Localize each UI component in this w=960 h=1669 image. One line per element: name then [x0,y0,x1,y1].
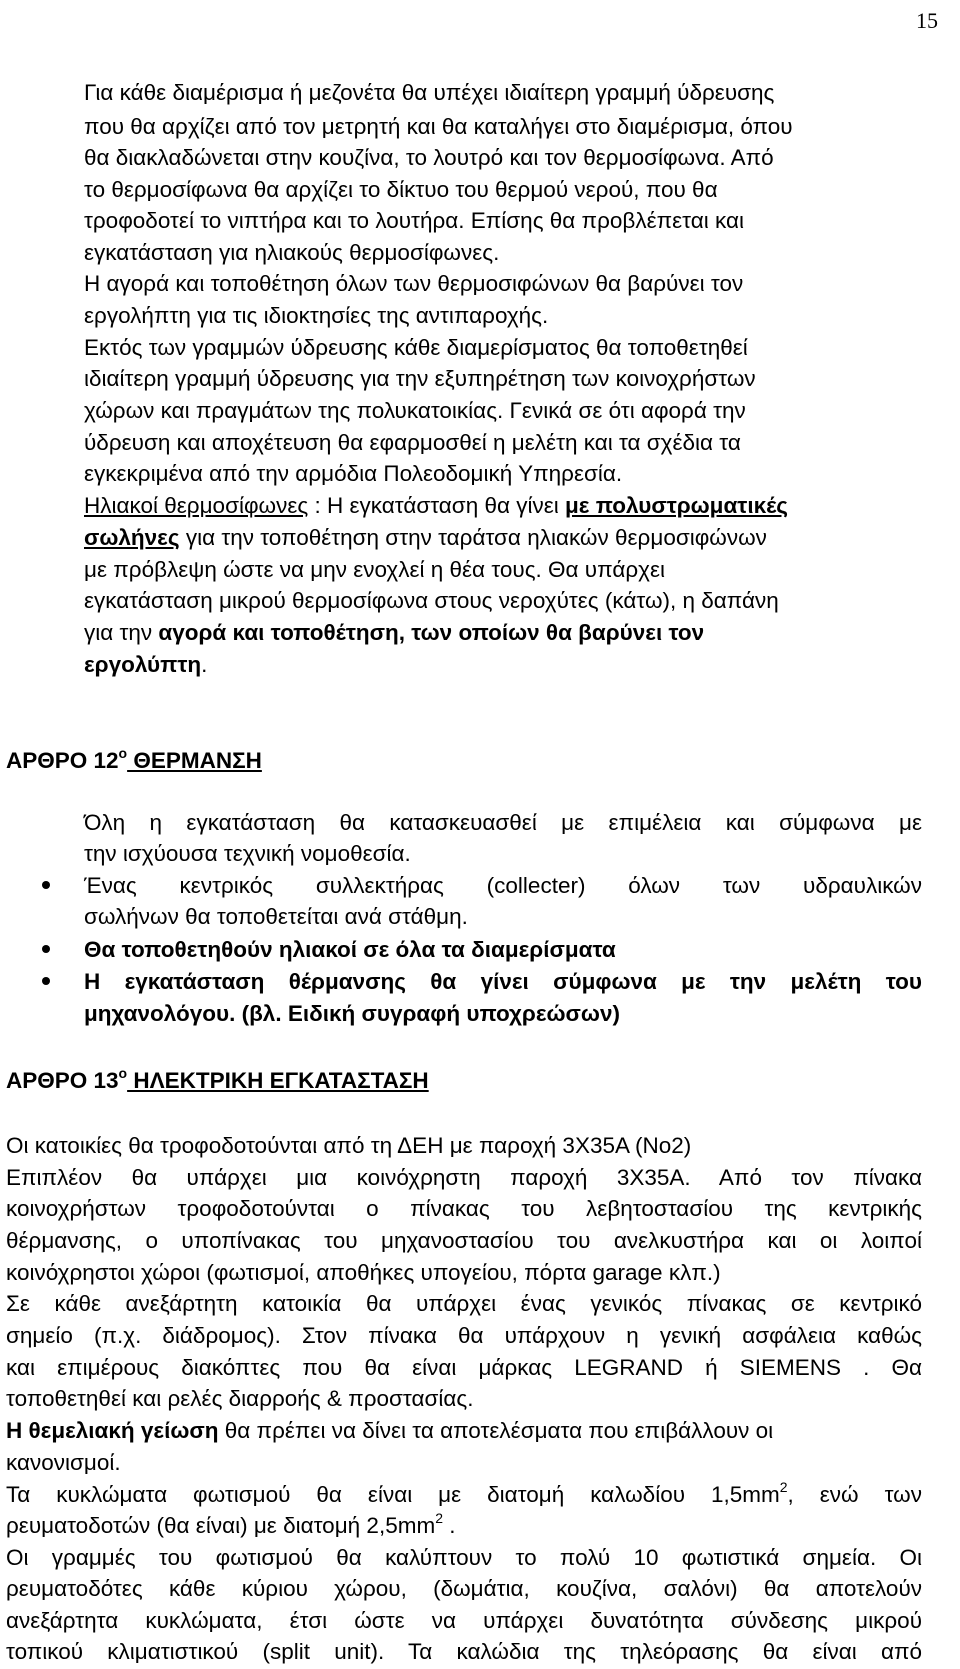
text-line: Για κάθε διαμέρισμα ή μεζονέτα θα υπέχει ιδιαίτερη γραμμή ύδρευσης [84,80,775,105]
text-line: κοινόχρηστοι χώροι (φωτισμοί, αποθήκες υπογείου, πόρτα garage κλπ.) [6,1260,721,1285]
text-line: εγκατάσταση για ηλιακούς θερμοσίφωνες. [84,240,500,265]
text-line: Όλη η εγκατάσταση θα κατασκευασθεί με επιμέλεια και σύμφωνα με [84,810,922,835]
text-line: κανονισμοί. [6,1450,121,1475]
text-span: . [443,1513,456,1538]
article-13-heading [6,1065,429,1093]
bold-text: αγορά και τοποθέτηση, των οποίων θα βαρύνει τον [158,620,705,645]
text-line: Εκτός των γραμμών ύδρευσης κάθε διαμερίσματος θα τοποθετηθεί [84,335,748,360]
bullet-text: Ένας κεντρικός συλλεκτήρας (collecter) όλων των υδραυλικών [84,873,922,898]
text-line: κοινοχρήστων τροφοδοτούνται ο πίνακας του λεβητοστασίου της κεντρικής [6,1196,922,1221]
text-span: θα πρέπει να δίνει τα αποτελέσματα που επιβάλλουν οι [218,1418,774,1443]
bold-text: εργολύπτη [84,652,202,677]
text-line: Οι κατοικίες θα τροφοδοτούνται από τη ΔΕΗ με παροχή 3Χ35Α (Νο2) [6,1133,692,1158]
heading-sup: ο [118,745,128,761]
bullet-icon [42,977,50,985]
bullet-text: Θα τοποθετηθούν ηλιακοί σε όλα τα διαμερίσματα [84,937,616,962]
text-line: Η αγορά και τοποθέτηση όλων των θερμοσιφώνων θα βαρύνει τον [84,271,744,296]
text-line: εργολήπτη για τις ιδιοκτησίες της αντιπαροχής. [84,303,549,328]
text-line: τοποθετηθεί και ρελές διαρροής & προστασίας. [6,1386,474,1411]
heading-sup: ο [118,1065,128,1081]
text-line: θα διακλαδώνεται στην κουζίνα, το λουτρό και τον θερμοσίφωνα. Από [84,145,774,170]
bold-text: με πολυστρωματικές [565,493,788,518]
text-line: ιδιαίτερη γραμμή ύδρευσης για την εξυπηρέτηση των κοινοχρήστων [84,366,756,391]
bullet-text: σωλήνων θα τοποθετείται ανά στάθμη. [84,904,468,929]
superscript: 2 [435,1510,443,1526]
circuit-line-2 [6,1510,456,1538]
text-line: Οι γραμμές του φωτισμού θα καλύπτουν το πολύ 10 φωτιστικά σημεία. Οι [6,1545,922,1570]
heading-title: ΗΛΕΚΤΡΙΚΗ ΕΓΚΑΤΑΣΤΑΣΗ [127,1068,429,1093]
text-line: τροφοδοτεί το νιπτήρα και το λουτήρα. Επίσης θα προβλέπεται και [84,208,744,233]
bold-text: Η θεμελιακή γείωση [6,1418,219,1443]
text-line: εγκατάσταση μικρού θερμοσίφωνα στους νεροχύτες (κάτω), η δαπάνη [84,588,779,613]
text-span: Η εγκατάσταση θα γίνει [327,493,566,518]
text-line: χώρων και πραγμάτων της πολυκατοικίας. Γενικά σε ότι αφορά την [84,398,746,423]
text-span: Τα κυκλώματα φωτισμού θα είναι με διατομή καλωδίου 1,5mm [6,1482,780,1507]
text-line: την ισχύουσα τεχνική νομοθεσία. [84,841,411,866]
text-line: ρευματοδότες κάθε κύριου χώρου, (δωμάτια, κουζίνα, σαλόνι) θα αποτελούν [6,1576,922,1601]
solar-line-5 [84,622,704,645]
text-line: ανεξάρτητα κυκλώματα, έτσι ώστε να υπάρχει δυνατότητα σύνδεσης μικρού [6,1608,922,1633]
bullet-icon [42,945,50,953]
bullet-text: μηχανολόγου. (βλ. Ειδική συγραφή υποχρεώσων) [84,1001,620,1026]
bullet-text: Η εγκατάσταση θέρμανσης θα γίνει σύμφωνα με την μελέτη του [84,969,922,994]
text-line: με πρόβλεψη ώστε να μην ενοχλεί η θέα τους. Θα υπάρχει [84,557,665,582]
text-span: για την τοποθέτηση στην ταράτσα ηλιακών θερμοσιφώνων [179,525,767,550]
text-span: . [201,652,208,677]
text-span: για την [84,620,159,645]
text-line: Σε κάθε ανεξάρτητη κατοικία θα υπάρχει ένας γενικός πίνακας σε κεντρικό [6,1291,922,1316]
text-line: ύδρευση και αποχέτευση θα εφαρμοσθεί η μελέτη και τα σχέδια τα [84,430,741,455]
bullet-icon [42,881,50,889]
heading-title: ΘΕΡΜΑΝΣΗ [127,748,262,773]
text-line: Επιπλέον θα υπάρχει μια κοινόχρηστη παροχή 3Χ35Α. Από τον πίνακα [6,1165,922,1190]
text-line: εγκεκριμένα από την αρμόδια Πολεοδομική Υπηρεσία. [84,461,623,486]
text-line: που θα αρχίζει από τον μετρητή και θα καταλήγει στο διαμέρισμα, όπου [84,114,793,139]
heading-prefix: ΑΡΘΡΟ 12 [6,748,119,773]
circuit-line-1 [6,1479,922,1507]
text-line: τοπικού κλιματιστικού (split unit). Τα καλώδια της τηλεόρασης θα είναι από [6,1639,922,1664]
bold-text: σωλήνες [84,525,180,550]
solar-line-6 [84,654,207,677]
text-span: ρευματοδοτών (θα είναι) με διατομή 2,5mm [6,1513,436,1538]
separator: : [308,493,327,518]
article-12-heading [6,745,262,773]
text-line: θέρμανσης, ο υποπίνακας του μηχανοστασίου του ανελκυστήρα και οι λοιποί [6,1228,922,1253]
solar-label: Ηλιακοί θερμοσίφωνες [84,493,309,518]
page-number: 15 [916,8,938,33]
superscript: 2 [779,1479,788,1495]
text-span: , ενώ των [787,1482,922,1507]
heading-prefix: ΑΡΘΡΟ 13 [6,1068,119,1093]
text-line: σημείο (π.χ. διάδρομος). Στον πίνακα θα υπάρχουν η γενική ασφάλεια καθώς [6,1323,922,1348]
solar-line-1 [84,495,788,518]
grounding-line [6,1420,773,1443]
text-line: το θερμοσίφωνα θα αρχίζει το δίκτυο του θερμού νερού, που θα [84,177,718,202]
text-line: και επιμέρους διακόπτες που θα είναι μάρκας LEGRAND ή SIEMENS . Θα [6,1355,922,1380]
solar-line-2 [84,527,767,550]
